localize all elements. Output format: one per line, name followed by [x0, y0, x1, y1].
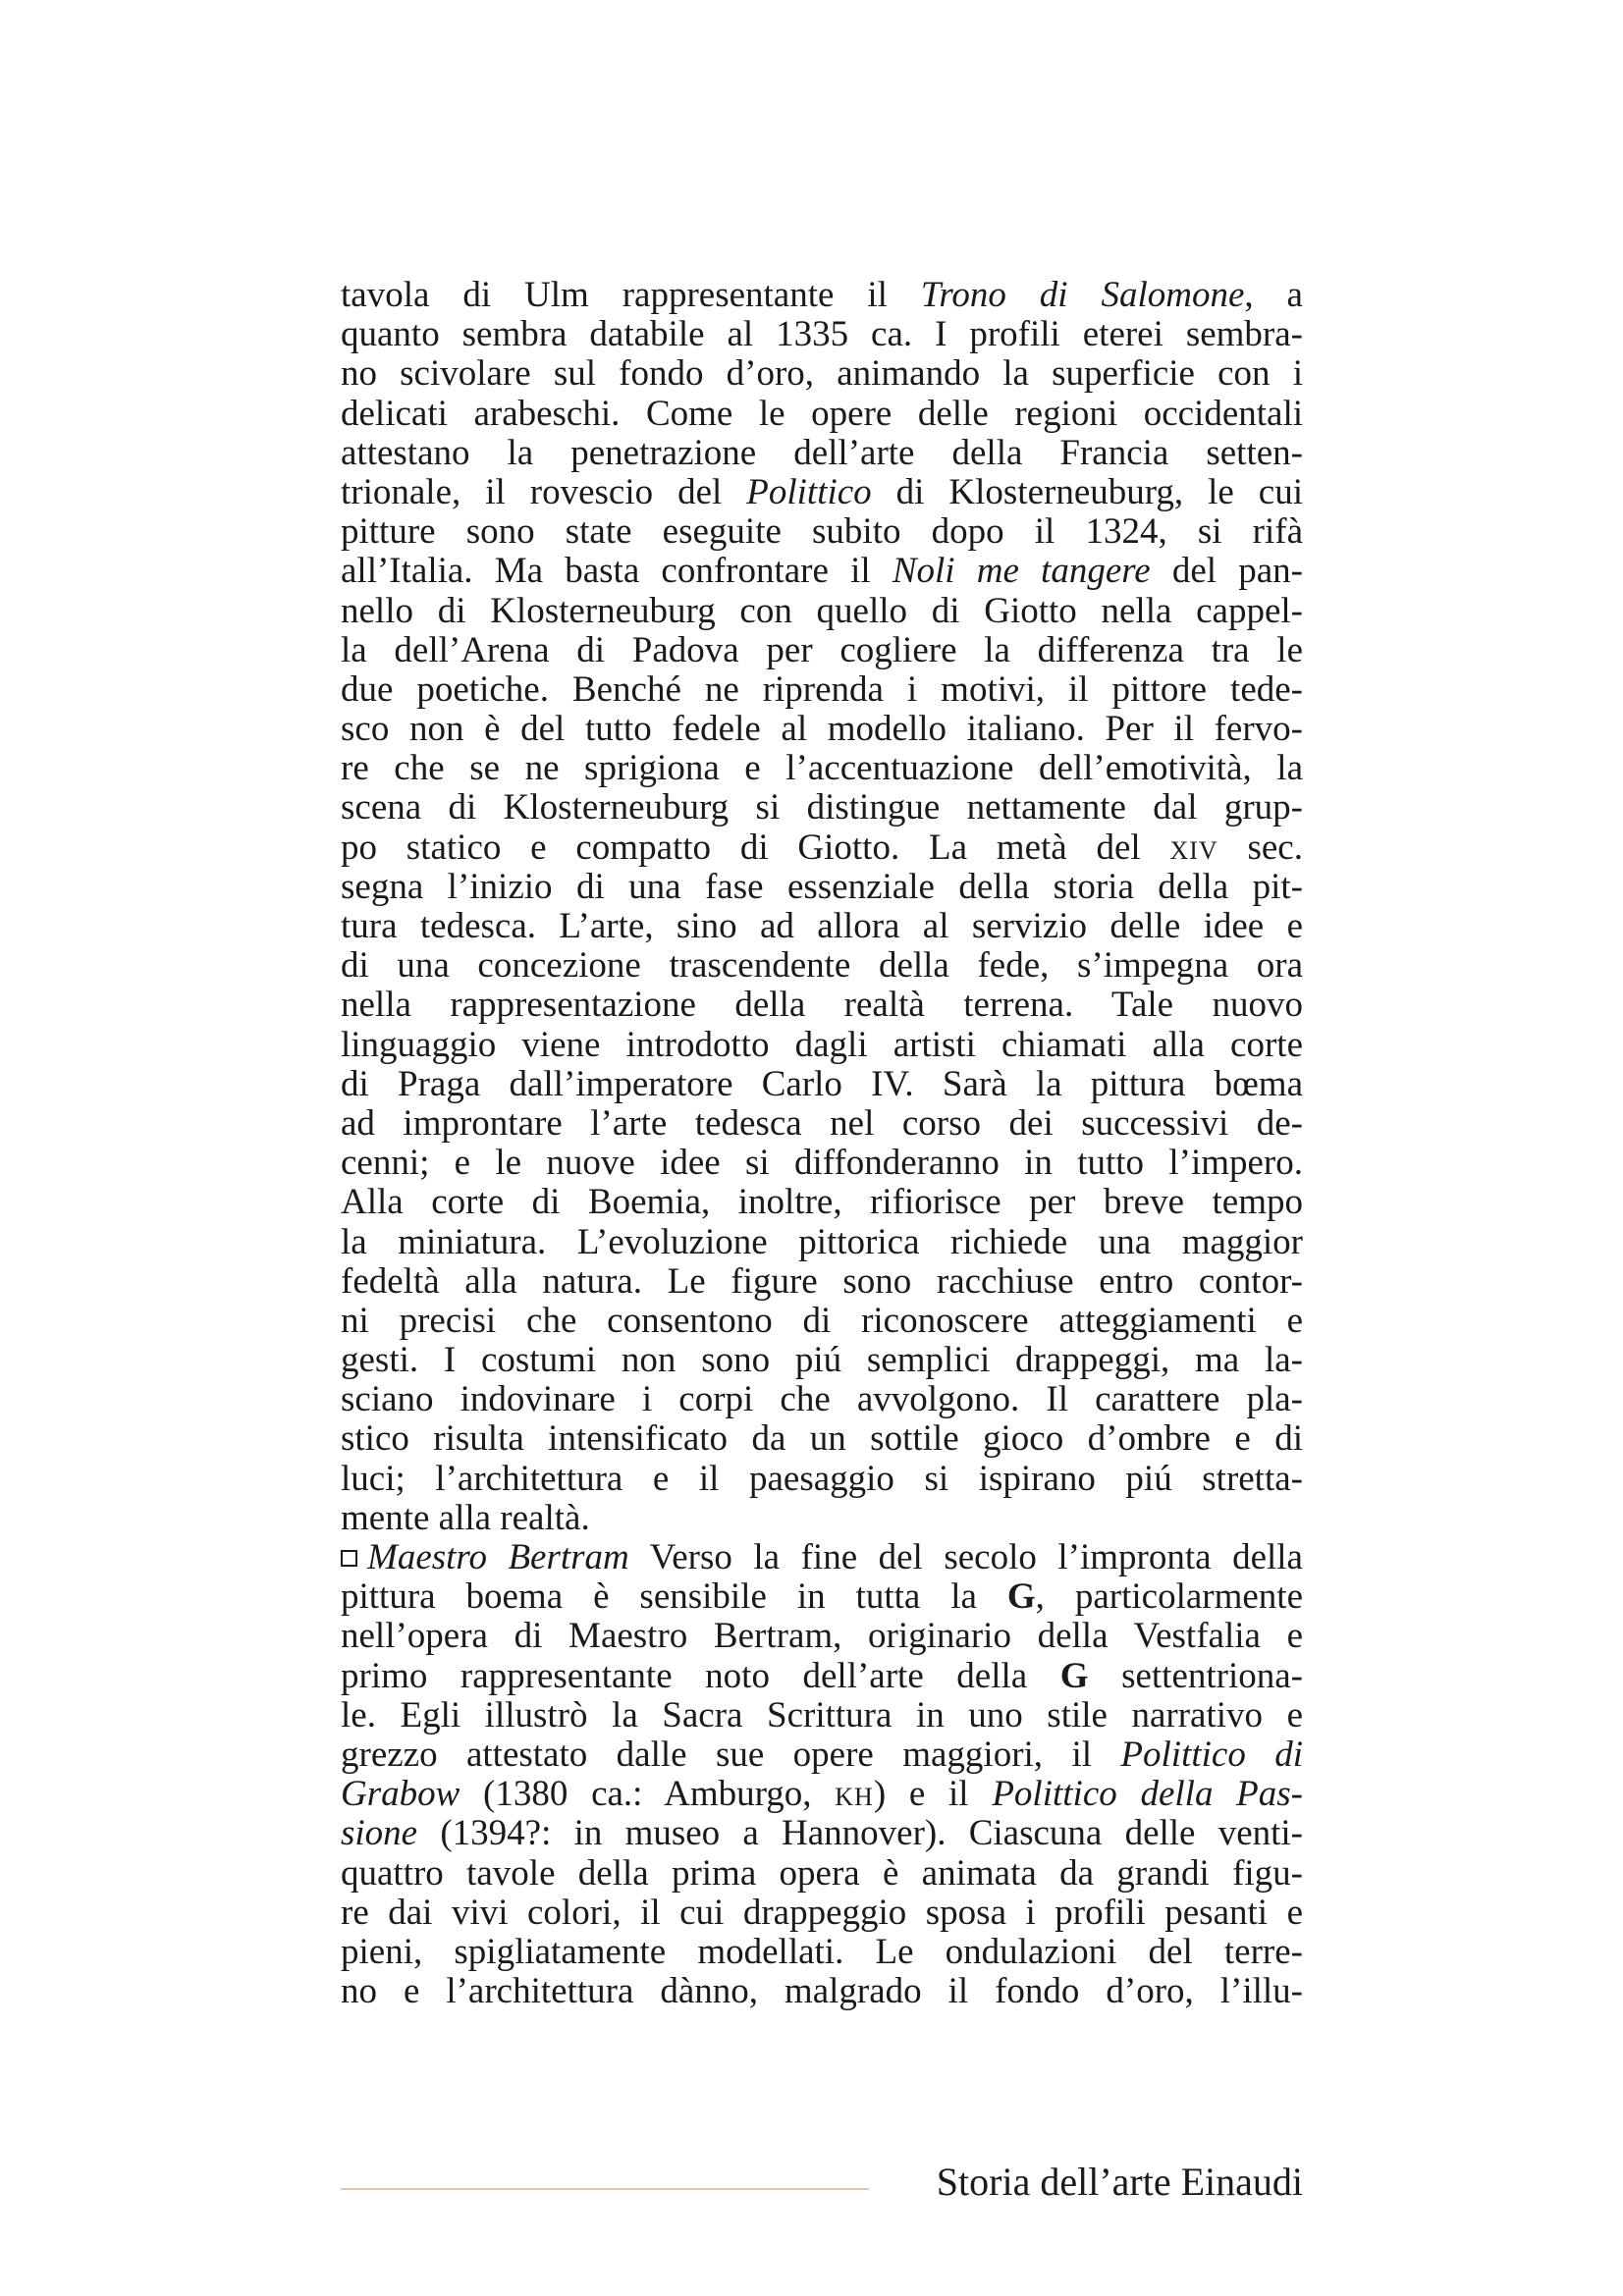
text-line: [341, 868, 1303, 907]
text-segment: nella rappresentazione della realtà terrena. Tale nuovo: [341, 986, 1303, 1026]
text-segment: di Klosterneuburg, le cui: [871, 472, 1303, 512]
text-segment: mente alla realtà.: [341, 1498, 590, 1538]
text-line: [341, 1854, 1303, 1894]
text-segment: nell’opera di Maestro Bertram, originario della Vestfalia e: [341, 1617, 1303, 1657]
text-line: [341, 354, 1303, 394]
text-segment: all’Italia. Ma basta confrontare il: [341, 552, 893, 592]
text-line: [341, 749, 1303, 788]
text-line: [341, 1972, 1303, 2011]
text-line: [341, 1026, 1303, 1065]
italic-text: Grabow: [341, 1775, 460, 1815]
text-line: [341, 592, 1303, 631]
text-segment: primo rappresentante noto dell’arte della: [341, 1656, 1060, 1696]
text-line: [341, 946, 1303, 986]
text-line: [341, 1341, 1303, 1380]
italic-text: sione: [341, 1814, 418, 1854]
small-caps-text: xiv: [1169, 828, 1218, 868]
text-segment: no scivolare sul fondo d’oro, animando la superficie con i: [341, 354, 1303, 395]
italic-text: Polittico: [746, 472, 872, 512]
text-line: [341, 1735, 1303, 1775]
text-segment: attestano la penetrazione dell’arte della Francia setten-: [341, 433, 1303, 473]
text-segment: pieni, spigliatamente modellati. Le ondulazioni del terre-: [341, 1932, 1303, 1972]
text-line: [341, 552, 1303, 591]
text-segment: luci; l’architettura e il paesaggio si ispirano piú stretta-: [341, 1459, 1303, 1499]
italic-text: Polittico di: [1120, 1735, 1303, 1775]
text-line: [341, 1223, 1303, 1262]
text-segment: delicati arabeschi. Come le opere delle regioni occidentali: [341, 394, 1303, 434]
text-line: [341, 631, 1303, 670]
text-line: [341, 828, 1303, 868]
text-segment: fedeltà alla natura. Le figure sono racchiuse entro contor-: [341, 1261, 1303, 1302]
text-segment: Alla corte di Boemia, inoltre, rifiorisce per breve tempo: [341, 1183, 1303, 1223]
text-line: [341, 1419, 1303, 1459]
text-line: [341, 1775, 1303, 1814]
small-caps-text: kh: [835, 1775, 874, 1815]
text-line: [341, 1183, 1303, 1222]
bold-abbreviation: G: [1059, 1656, 1089, 1696]
text-segment: re che se ne sprigiona e l’accentuazione dell’emotività, la: [341, 749, 1303, 789]
text-line: [341, 1894, 1303, 1933]
text-line: [341, 1657, 1303, 1696]
text-segment: ad improntare l’arte tedesca nel corso dei successivi de-: [341, 1103, 1303, 1144]
text-segment: ni precisi che consentono di riconoscere atteggiamenti e: [341, 1301, 1303, 1341]
text-line: [341, 434, 1303, 473]
section-box-icon: [341, 1550, 357, 1567]
text-line: [341, 1499, 1303, 1538]
text-segment: nello di Klosterneuburg con quello di Giotto nella cappel-: [341, 591, 1303, 631]
text-line: [341, 1262, 1303, 1302]
text-line: [341, 710, 1303, 749]
text-segment: Verso la fine del secolo l’impronta della: [628, 1538, 1303, 1577]
text-segment: settentriona-: [1088, 1656, 1303, 1696]
italic-text: Trono di Salomone: [920, 276, 1245, 315]
text-line: [341, 1065, 1303, 1104]
text-line: [341, 670, 1303, 710]
text-line: [341, 473, 1303, 512]
text-segment: cenni; e le nuove idee si diffonderanno in tutto l’impero.: [341, 1144, 1303, 1184]
text-segment: (1394?: in museo a Hannover). Ciascuna delle venti-: [417, 1814, 1303, 1854]
footer-title: Storia dell’arte Einaudi: [936, 2160, 1303, 2204]
text-segment: scena di Klosterneuburg si distingue nettamente dal grup-: [341, 788, 1303, 828]
text-segment: sec.: [1217, 828, 1303, 868]
text-segment: no e l’architettura dànno, malgrado il fondo d’oro, l’illu-: [341, 1972, 1303, 2012]
text-line: [341, 315, 1303, 354]
text-segment: segna l’inizio di una fase essenziale della storia della pit-: [341, 867, 1303, 907]
text-segment: stico risulta intensificato da un sottile gioco d’ombre e di: [341, 1419, 1303, 1460]
text-segment: quanto sembra databile al 1335 ca. I profili eterei sembra-: [341, 315, 1303, 355]
text-segment: pittura boema è sensibile in tutta la: [341, 1577, 1007, 1618]
text-segment: (1380 ca.: Amburgo,: [460, 1775, 836, 1815]
text-segment: di Praga dall’imperatore Carlo IV. Sarà la pittura bœma: [341, 1064, 1303, 1104]
text-line: [341, 788, 1303, 828]
text-segment: linguaggio viene introdotto dagli artisti chiamati alla corte: [341, 1025, 1303, 1065]
text-segment: trionale, il rovescio del: [341, 472, 747, 512]
text-line: [341, 1696, 1303, 1735]
text-segment: , a: [1244, 276, 1303, 315]
text-segment: sco non è del tutto fedele al modello italiano. Per il fervo-: [341, 710, 1303, 750]
text-line: [341, 276, 1303, 315]
text-segment: la miniatura. L’evoluzione pittorica richiede una maggior: [341, 1222, 1303, 1262]
text-line: [341, 1302, 1303, 1341]
text-segment: pitture sono state eseguite subito dopo il 1324, si rifà: [341, 512, 1303, 553]
text-line: [341, 1460, 1303, 1499]
text-segment: tavola di Ulm rappresentante il: [341, 276, 921, 315]
text-segment: le. Egli illustrò la Sacra Scrittura in uno stile narrativo e: [341, 1695, 1303, 1735]
text-line: [341, 1380, 1303, 1419]
text-segment: grezzo attestato dalle sue opere maggiori, il: [341, 1735, 1121, 1775]
text-line: [341, 986, 1303, 1025]
text-segment: la dell’Arena di Padova per cogliere la differenza tra le: [341, 630, 1303, 670]
footer-rule: [341, 2188, 869, 2190]
text-line: [341, 512, 1303, 552]
text-line: [341, 1104, 1303, 1144]
text-segment: sciano indovinare i corpi che avvolgono. Il carattere pla-: [341, 1380, 1303, 1420]
italic-text: Polittico della Pas-: [992, 1775, 1303, 1815]
text-segment: ) e il: [873, 1775, 993, 1815]
text-line: [341, 1617, 1303, 1656]
text-segment: due poetiche. Benché ne riprenda i motivi, il pittore tede-: [341, 669, 1303, 710]
text-line: [341, 1144, 1303, 1183]
bold-abbreviation: G: [1006, 1577, 1036, 1618]
text-segment: gesti. I costumi non sono piú semplici drappeggi, ma la-: [341, 1341, 1303, 1381]
body-text: [341, 276, 1303, 2011]
italic-text: Maestro Bertram: [367, 1538, 629, 1577]
text-line: [341, 1577, 1303, 1617]
text-segment: quattro tavole della prima opera è animata da grandi figu-: [341, 1853, 1303, 1894]
text-segment: tura tedesca. L’arte, sino ad allora al servizio delle idee e: [341, 907, 1303, 946]
text-segment: del pan-: [1150, 552, 1303, 592]
text-line: [341, 907, 1303, 946]
text-line: [341, 1814, 1303, 1853]
text-segment: re dai vivi colori, il cui drappeggio sposa i profili pesanti e: [341, 1893, 1303, 1933]
text-segment: , particolarmente: [1035, 1577, 1303, 1618]
text-segment: po statico e compatto di Giotto. La metà del: [341, 828, 1170, 868]
text-line: [341, 395, 1303, 434]
text-segment: di una concezione trascendente della fede, s’impegna ora: [341, 946, 1303, 987]
italic-text: Noli me tangere: [892, 552, 1151, 592]
text-line: [341, 1538, 1303, 1577]
text-line: [341, 1933, 1303, 1972]
